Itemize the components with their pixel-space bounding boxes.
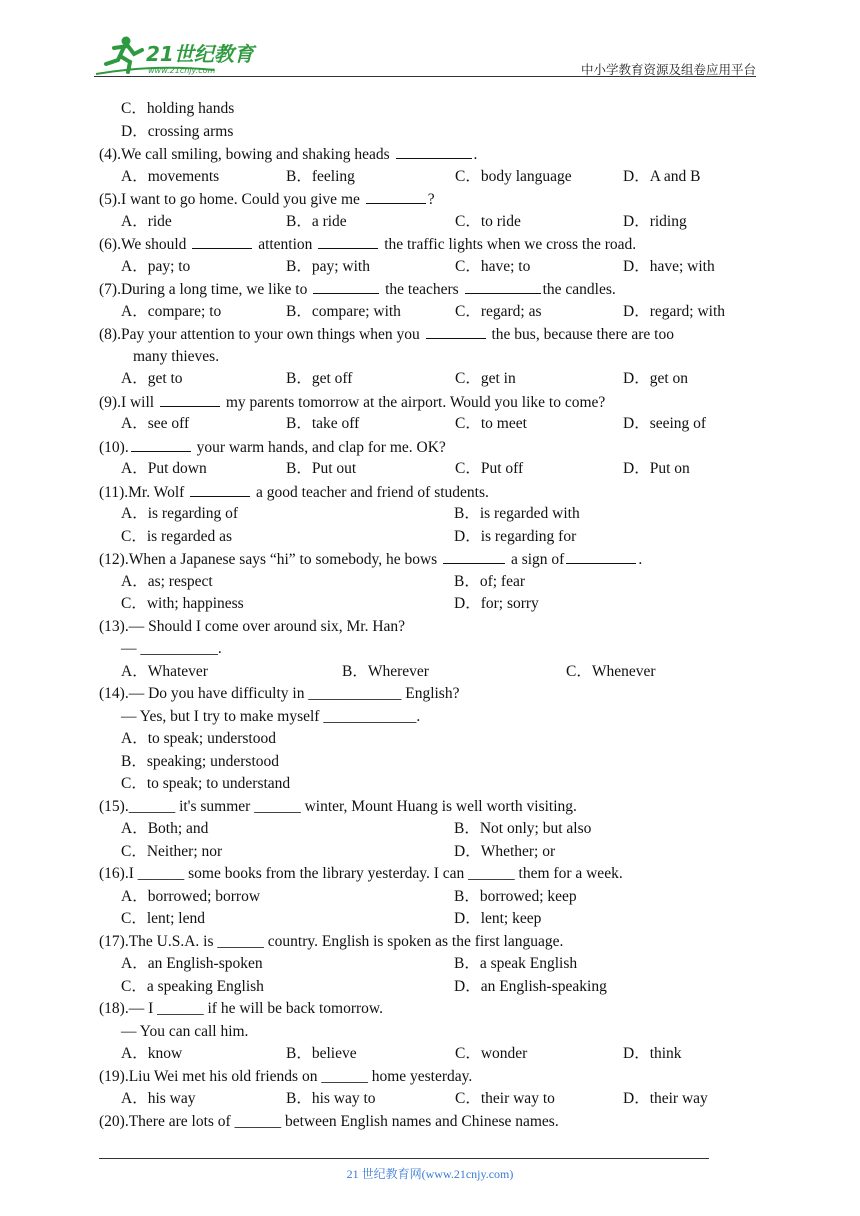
option: B．of; fear bbox=[454, 572, 526, 590]
question-13: (13).— Should I come over around six, Mr. Han? bbox=[99, 617, 406, 635]
option: D．crossing arms bbox=[121, 122, 234, 140]
option: C．lent; lend bbox=[121, 910, 205, 927]
option: B．compare; with bbox=[286, 302, 401, 320]
option: D．have; with bbox=[623, 257, 715, 275]
option: A．Put down bbox=[121, 460, 207, 477]
answer-blank bbox=[426, 323, 486, 339]
question-17: (17).The U.S.A. is ______ country. English is spoken as the first language. bbox=[99, 932, 564, 950]
question-12: (12).When a Japanese says “hi” to somebody, he bows a sign of . bbox=[99, 548, 759, 571]
answer-blank bbox=[190, 481, 250, 497]
svg-text:21世纪教育: 21世纪教育 bbox=[146, 42, 254, 66]
option: A．know bbox=[121, 1045, 183, 1062]
options-17a bbox=[99, 953, 759, 976]
answer-blank bbox=[192, 233, 252, 249]
question-4: (4).We call smiling, bowing and shaking heads . bbox=[99, 143, 759, 166]
option: D．A and B bbox=[623, 167, 701, 185]
option: B．Wherever bbox=[342, 662, 429, 680]
option: A．to speak; understood bbox=[121, 730, 276, 747]
option: D．regard; with bbox=[623, 302, 726, 320]
option: C．to ride bbox=[455, 212, 521, 230]
question-5: (5).I want to go home. Could you give me ? bbox=[99, 188, 759, 211]
option: A．an English-spoken bbox=[121, 955, 263, 972]
option: A．ride bbox=[121, 212, 172, 230]
options-8 bbox=[99, 368, 759, 391]
options-16b bbox=[99, 908, 759, 931]
option: C．get in bbox=[455, 370, 516, 387]
option: A．see off bbox=[121, 415, 190, 432]
options-19 bbox=[99, 1088, 759, 1111]
option: D．is regarding for bbox=[454, 527, 577, 545]
question-9: (9).I will my parents tomorrow at the airport. Would you like to come? bbox=[99, 391, 759, 414]
option: B．get off bbox=[286, 370, 353, 387]
question-18-reply: — You can call him. bbox=[121, 1022, 249, 1040]
option: C．their way to bbox=[455, 1090, 555, 1107]
option: B．believe bbox=[286, 1045, 357, 1062]
option: C．Neither; nor bbox=[121, 842, 223, 860]
page-header bbox=[94, 34, 756, 78]
answer-blank bbox=[366, 188, 426, 204]
logo-21cnjy bbox=[94, 34, 264, 78]
option: D．seeing of bbox=[623, 415, 707, 432]
platform-title: 中小学教育资源及组卷应用平台 bbox=[580, 62, 756, 77]
options-6 bbox=[99, 256, 759, 279]
option: B．is regarded with bbox=[454, 505, 580, 522]
option: B．Not only; but also bbox=[454, 820, 592, 837]
option: C．body language bbox=[455, 167, 572, 185]
options-12b bbox=[99, 593, 759, 616]
question-8: (8).Pay your attention to your own things when you the bus, because there are too bbox=[99, 323, 759, 346]
option: A．borrowed; borrow bbox=[121, 887, 261, 905]
option: B．speaking; understood bbox=[121, 752, 279, 770]
question-14-reply: — Yes, but I try to make myself ____________. bbox=[121, 707, 421, 725]
answer-blank bbox=[396, 143, 472, 159]
options-11b bbox=[99, 526, 759, 549]
option: D．Put on bbox=[623, 460, 690, 477]
question-20: (20).There are lots of ______ between English names and Chinese names. bbox=[99, 1112, 559, 1130]
options-7 bbox=[99, 301, 759, 324]
option: C．wonder bbox=[455, 1045, 528, 1062]
option: A．as; respect bbox=[121, 572, 213, 590]
option: C．Put off bbox=[455, 460, 524, 477]
option: B．Put out bbox=[286, 460, 357, 477]
question-list bbox=[99, 98, 759, 1133]
option: B．feeling bbox=[286, 167, 355, 185]
options-5 bbox=[99, 211, 759, 234]
options-4 bbox=[99, 166, 759, 189]
option: C．with; happiness bbox=[121, 595, 244, 612]
option: C．have; to bbox=[455, 257, 531, 275]
option: D．their way bbox=[623, 1090, 708, 1107]
option: D．get on bbox=[623, 370, 689, 387]
question-16: (16).I ______ some books from the library yesterday. I can ______ them for a week. bbox=[99, 865, 623, 882]
options-13 bbox=[99, 661, 759, 684]
option: A．Whatever bbox=[121, 662, 208, 680]
options-9 bbox=[99, 413, 759, 436]
option: C．to speak; to understand bbox=[121, 775, 291, 792]
option: B．take off bbox=[286, 415, 360, 432]
options-10 bbox=[99, 458, 759, 481]
options-16a bbox=[99, 886, 759, 909]
option: D．riding bbox=[623, 212, 687, 230]
option: A．compare; to bbox=[121, 302, 222, 320]
options-15a bbox=[99, 818, 759, 841]
option: C．to meet bbox=[455, 415, 527, 432]
question-11: (11).Mr. Wolf a good teacher and friend of students. bbox=[99, 481, 759, 504]
option: C．a speaking English bbox=[121, 977, 264, 995]
question-15: (15).______ it's summer ______ winter, Mount Huang is well worth visiting. bbox=[99, 797, 577, 815]
question-14: (14).— Do you have difficulty in ____________ English? bbox=[99, 685, 460, 702]
option: B．a speak English bbox=[454, 955, 578, 972]
option: A．pay; to bbox=[121, 257, 191, 275]
option: D．an English-speaking bbox=[454, 977, 607, 995]
answer-blank bbox=[313, 278, 379, 294]
svg-text:www.21cnjy.com: www.21cnjy.com bbox=[148, 66, 216, 75]
option: C．Whenever bbox=[566, 662, 656, 680]
option: A．is regarding of bbox=[121, 505, 239, 522]
option: D．think bbox=[623, 1045, 682, 1062]
options-15b bbox=[99, 841, 759, 864]
question-6: (6).We should attention the traffic lights when we cross the road. bbox=[99, 233, 759, 256]
options-12a bbox=[99, 571, 759, 594]
answer-blank bbox=[131, 436, 191, 452]
footer-divider bbox=[99, 1158, 709, 1159]
option: A．Both; and bbox=[121, 820, 209, 837]
option: A．get to bbox=[121, 370, 183, 387]
question-19: (19).Liu Wei met his old friends on ______ home yesterday. bbox=[99, 1067, 473, 1085]
option: A．his way bbox=[121, 1090, 196, 1107]
footer-link[interactable]: 21 世纪教育网(www.21cnjy.com) bbox=[346, 1167, 514, 1181]
header-divider bbox=[94, 76, 756, 77]
option: B．his way to bbox=[286, 1090, 376, 1107]
answer-blank bbox=[566, 548, 636, 564]
question-13-reply: — __________. bbox=[121, 640, 222, 657]
question-18: (18).— I ______ if he will be back tomorrow. bbox=[99, 1000, 383, 1017]
question-10: (10). your warm hands, and clap for me. OK? bbox=[99, 436, 759, 459]
option: D．lent; keep bbox=[454, 910, 542, 927]
option: C．is regarded as bbox=[121, 527, 233, 545]
option: B．borrowed; keep bbox=[454, 887, 577, 905]
answer-blank bbox=[160, 391, 220, 407]
option: D．Whether; or bbox=[454, 842, 556, 860]
option: B．a ride bbox=[286, 212, 347, 230]
option: D．for; sorry bbox=[454, 595, 539, 612]
question-8-cont: many thieves. bbox=[133, 347, 220, 365]
option: B．pay; with bbox=[286, 257, 370, 275]
options-11a bbox=[99, 503, 759, 526]
answer-blank bbox=[443, 548, 505, 564]
option: C．holding hands bbox=[121, 100, 235, 117]
option: A．movements bbox=[121, 167, 220, 185]
option: C．regard; as bbox=[455, 302, 542, 320]
question-7: (7).During a long time, we like to the teachers the candles. bbox=[99, 278, 759, 301]
options-17b bbox=[99, 976, 759, 999]
options-18 bbox=[99, 1043, 759, 1066]
answer-blank bbox=[465, 278, 541, 294]
answer-blank bbox=[318, 233, 378, 249]
